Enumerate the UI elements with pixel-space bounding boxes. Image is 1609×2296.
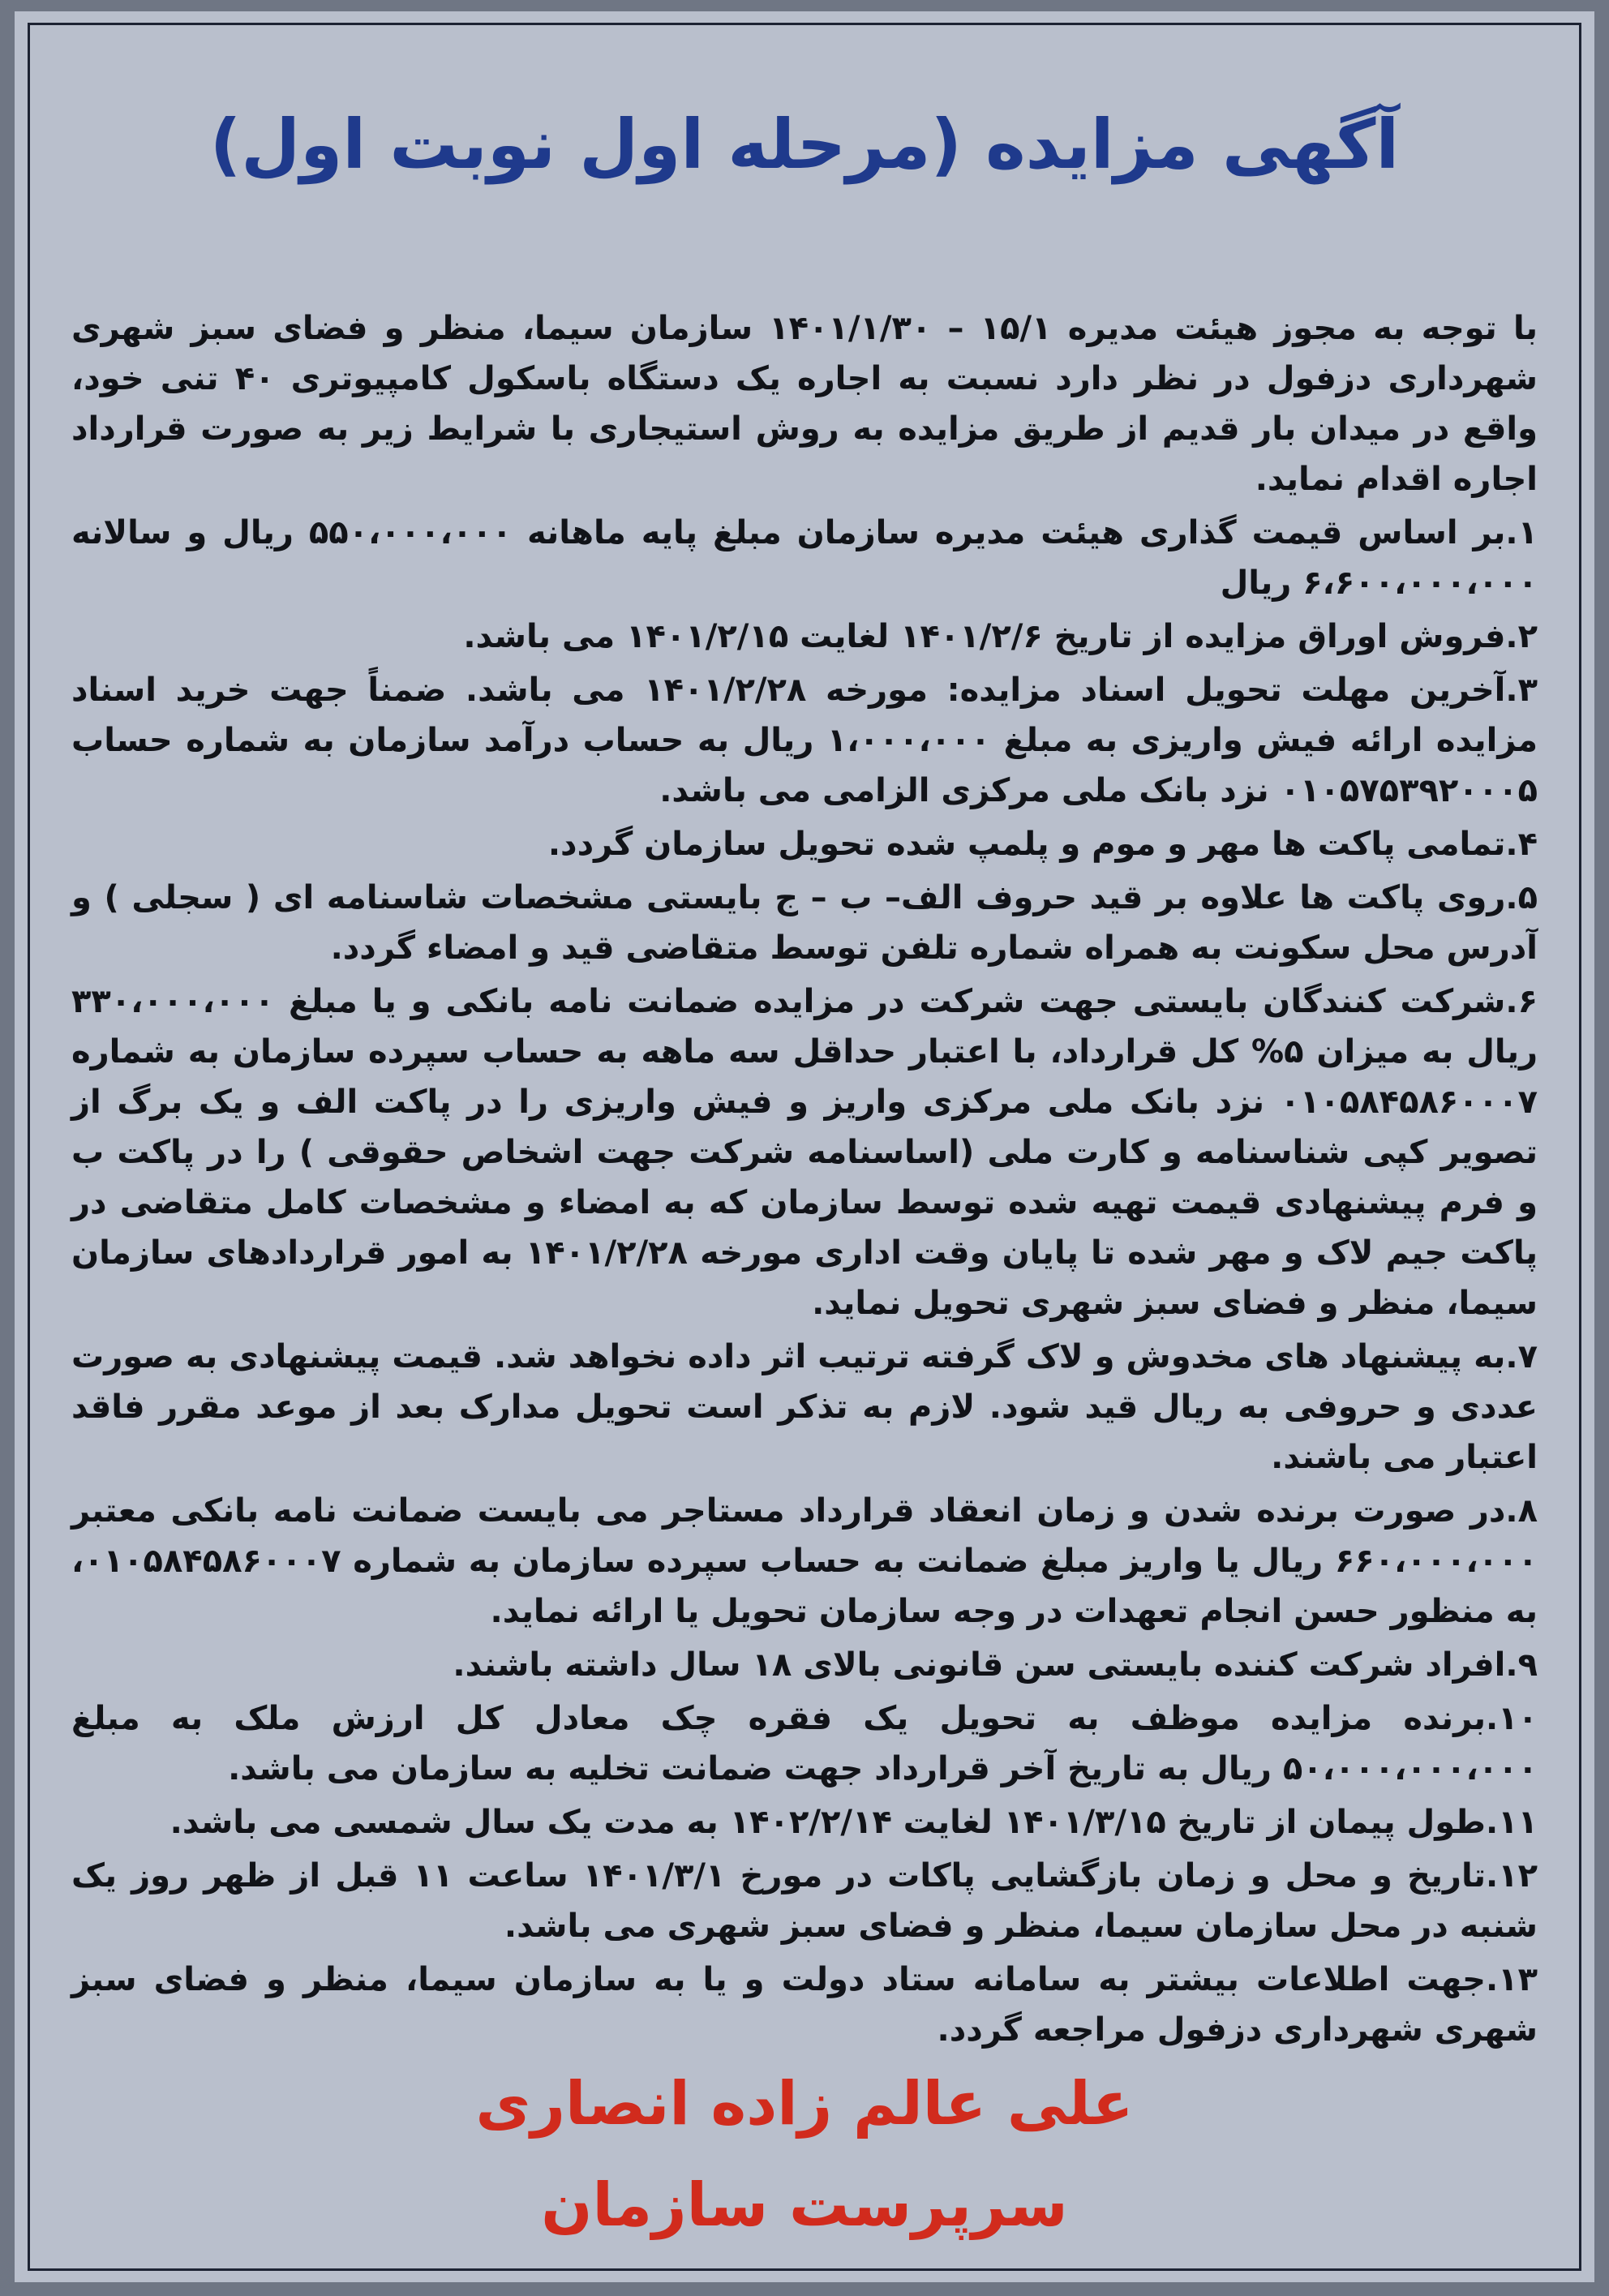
ad-title: آگهی مزایده (مرحله اول نوبت اول) [209,105,1400,184]
condition-item-3: ۳.آخرین مهلت تحویل اسناد مزایده: مورخه ۱۴۰۱/۲/۲۸ می باشد. ضمناً جهت خرید اسناد مزایده ارائه فیش واریزی به مبلغ ۱،۰۰۰،۰۰۰ ریال به حساب درآمد سازمان به شماره حساب ۰۱۰۵۷۵۳۹۲۰۰۰۵ نزد بانک ملی مرکزی الزامی می باشد. [71,672,1538,809]
signatory-role: سرپرست سازمان [541,2170,1068,2240]
signatory-name: علی عالم زاده انصاری [475,2069,1134,2139]
condition-item-6: ۶.شرکت کنندگان بایستی جهت شرکت در مزایده ضمانت نامه بانکی و یا مبلغ ۳۳۰،۰۰۰،۰۰۰ ریال به میزان ۵% کل قرارداد، با اعتبار حداقل سه ماهه به حساب سپرده سازمان به شماره ۰۱۰۵۸۴۵۸۶۰۰۰۷ نزد بانک ملی مرکزی واریز و فیش واریزی را در پاکت الف و یک برگ از تصویر کپی شناسنامه و کارت ملی (اساسنامه شرکت جهت اشخاص حقوقی ) را در پاکت ب و فرم پیشنهادی قیمت تهیه شده توسط سازمان که به امضاء و مشخصات کامل متقاضی در پاکت جیم لاک و مهر شده تا پایان وقت اداری مورخه ۱۴۰۱/۲/۲۸ به امور قراردادهای سازمان سیما، منظر و فضای سبز شهری تحویل نماید. [71,983,1538,1322]
condition-item-12: ۱۲.تاریخ و محل و زمان بازگشایی پاکات در مورخ ۱۴۰۱/۳/۱ ساعت ۱۱ قبل از ظهر روز یک شنبه در محل سازمان سیما، منظر و فضای سبز شهری می باشد. [71,1857,1538,1945]
condition-item-4: ۴.تمامی پاکت ها مهر و موم و پلمپ شده تحویل سازمان گردد. [547,826,1538,863]
intro-paragraph: با توجه به مجوز هیئت مدیره ۱۵/۱ – ۱۴۰۱/۱/۳۰ سازمان سیما، منظر و فضای سبز شهری شهرداری دزفول در نظر دارد نسبت به اجاره یک دستگاه باسکول کامپیوتری ۴۰ تنی خود، واقع در میدان بار قدیم از طریق مزایده به روش استیجاری با شرایط زیر به صورت قرارداد اجاره اقدام نماید. [71,310,1538,498]
condition-item-2: ۲.فروش اوراق مزایده از تاریخ ۱۴۰۱/۲/۶ لغایت ۱۴۰۱/۲/۱۵ می باشد. [463,618,1538,655]
condition-item-10: ۱۰.برنده مزایده موظف به تحویل یک فقره چک معادل کل ارزش ملک به مبلغ ۵۰،۰۰۰،۰۰۰،۰۰۰ ریال به تاریخ آخر قرارداد جهت ضمانت تخلیه به سازمان می باشد. [71,1700,1538,1787]
condition-item-5: ۵.روی پاکت ها علاوه بر قید حروف الف– ب – ج بایستی مشخصات شاسنامه ای ( سجلی ) و آدرس محل سکونت به همراه شماره تلفن توسط متقاضی قید و امضاء گردد. [71,879,1538,967]
ad-body [71,303,1538,2058]
newspaper-clipping [15,11,1594,2282]
condition-item-8: ۸.در صورت برنده شدن و زمان انعقاد قرارداد مستاجر می بایست ضمانت نامه بانکی معتبر ۶۶۰،۰۰۰،۰۰۰ ریال یا واریز مبلغ ضمانت به حساب سپرده سازمان به شماره ۰۱۰۵۸۴۵۸۶۰۰۰۷، به منظور حسن انجام تعهدات در وجه سازمان تحویل یا ارائه نماید. [71,1492,1538,1630]
condition-item-11: ۱۱.طول پیمان از تاریخ ۱۴۰۱/۳/۱۵ لغایت ۱۴۰۲/۲/۱۴ به مدت یک سال شمسی می باشد. [169,1804,1538,1841]
condition-item-9: ۹.افراد شرکت کننده بایستی سن قانونی بالای ۱۸ سال داشته باشند. [453,1646,1538,1684]
condition-item-7: ۷.به پیشنهاد های مخدوش و لاک گرفته ترتیب اثر داده نخواهد شد. قیمت پیشنهادی به صورت عددی و حروفی به ریال قید شود. لازم به تذکر است تحویل مدارک بعد از موعد مقرر فاقد اعتبار می باشند. [71,1338,1538,1476]
condition-item-1: ۱.بر اساس قیمت گذاری هیئت مدیره سازمان مبلغ پایه ماهانه ۵۵۰،۰۰۰،۰۰۰ ریال و سالانه ۶،۶۰۰،۰۰۰،۰۰۰ ریال [71,514,1538,602]
condition-item-13: ۱۳.جهت اطلاعات بیشتر به سامانه ستاد دولت و یا به سازمان سیما، منظر و فضای سبز شهری شهرداری دزفول مراجعه گردد. [71,1961,1538,2049]
